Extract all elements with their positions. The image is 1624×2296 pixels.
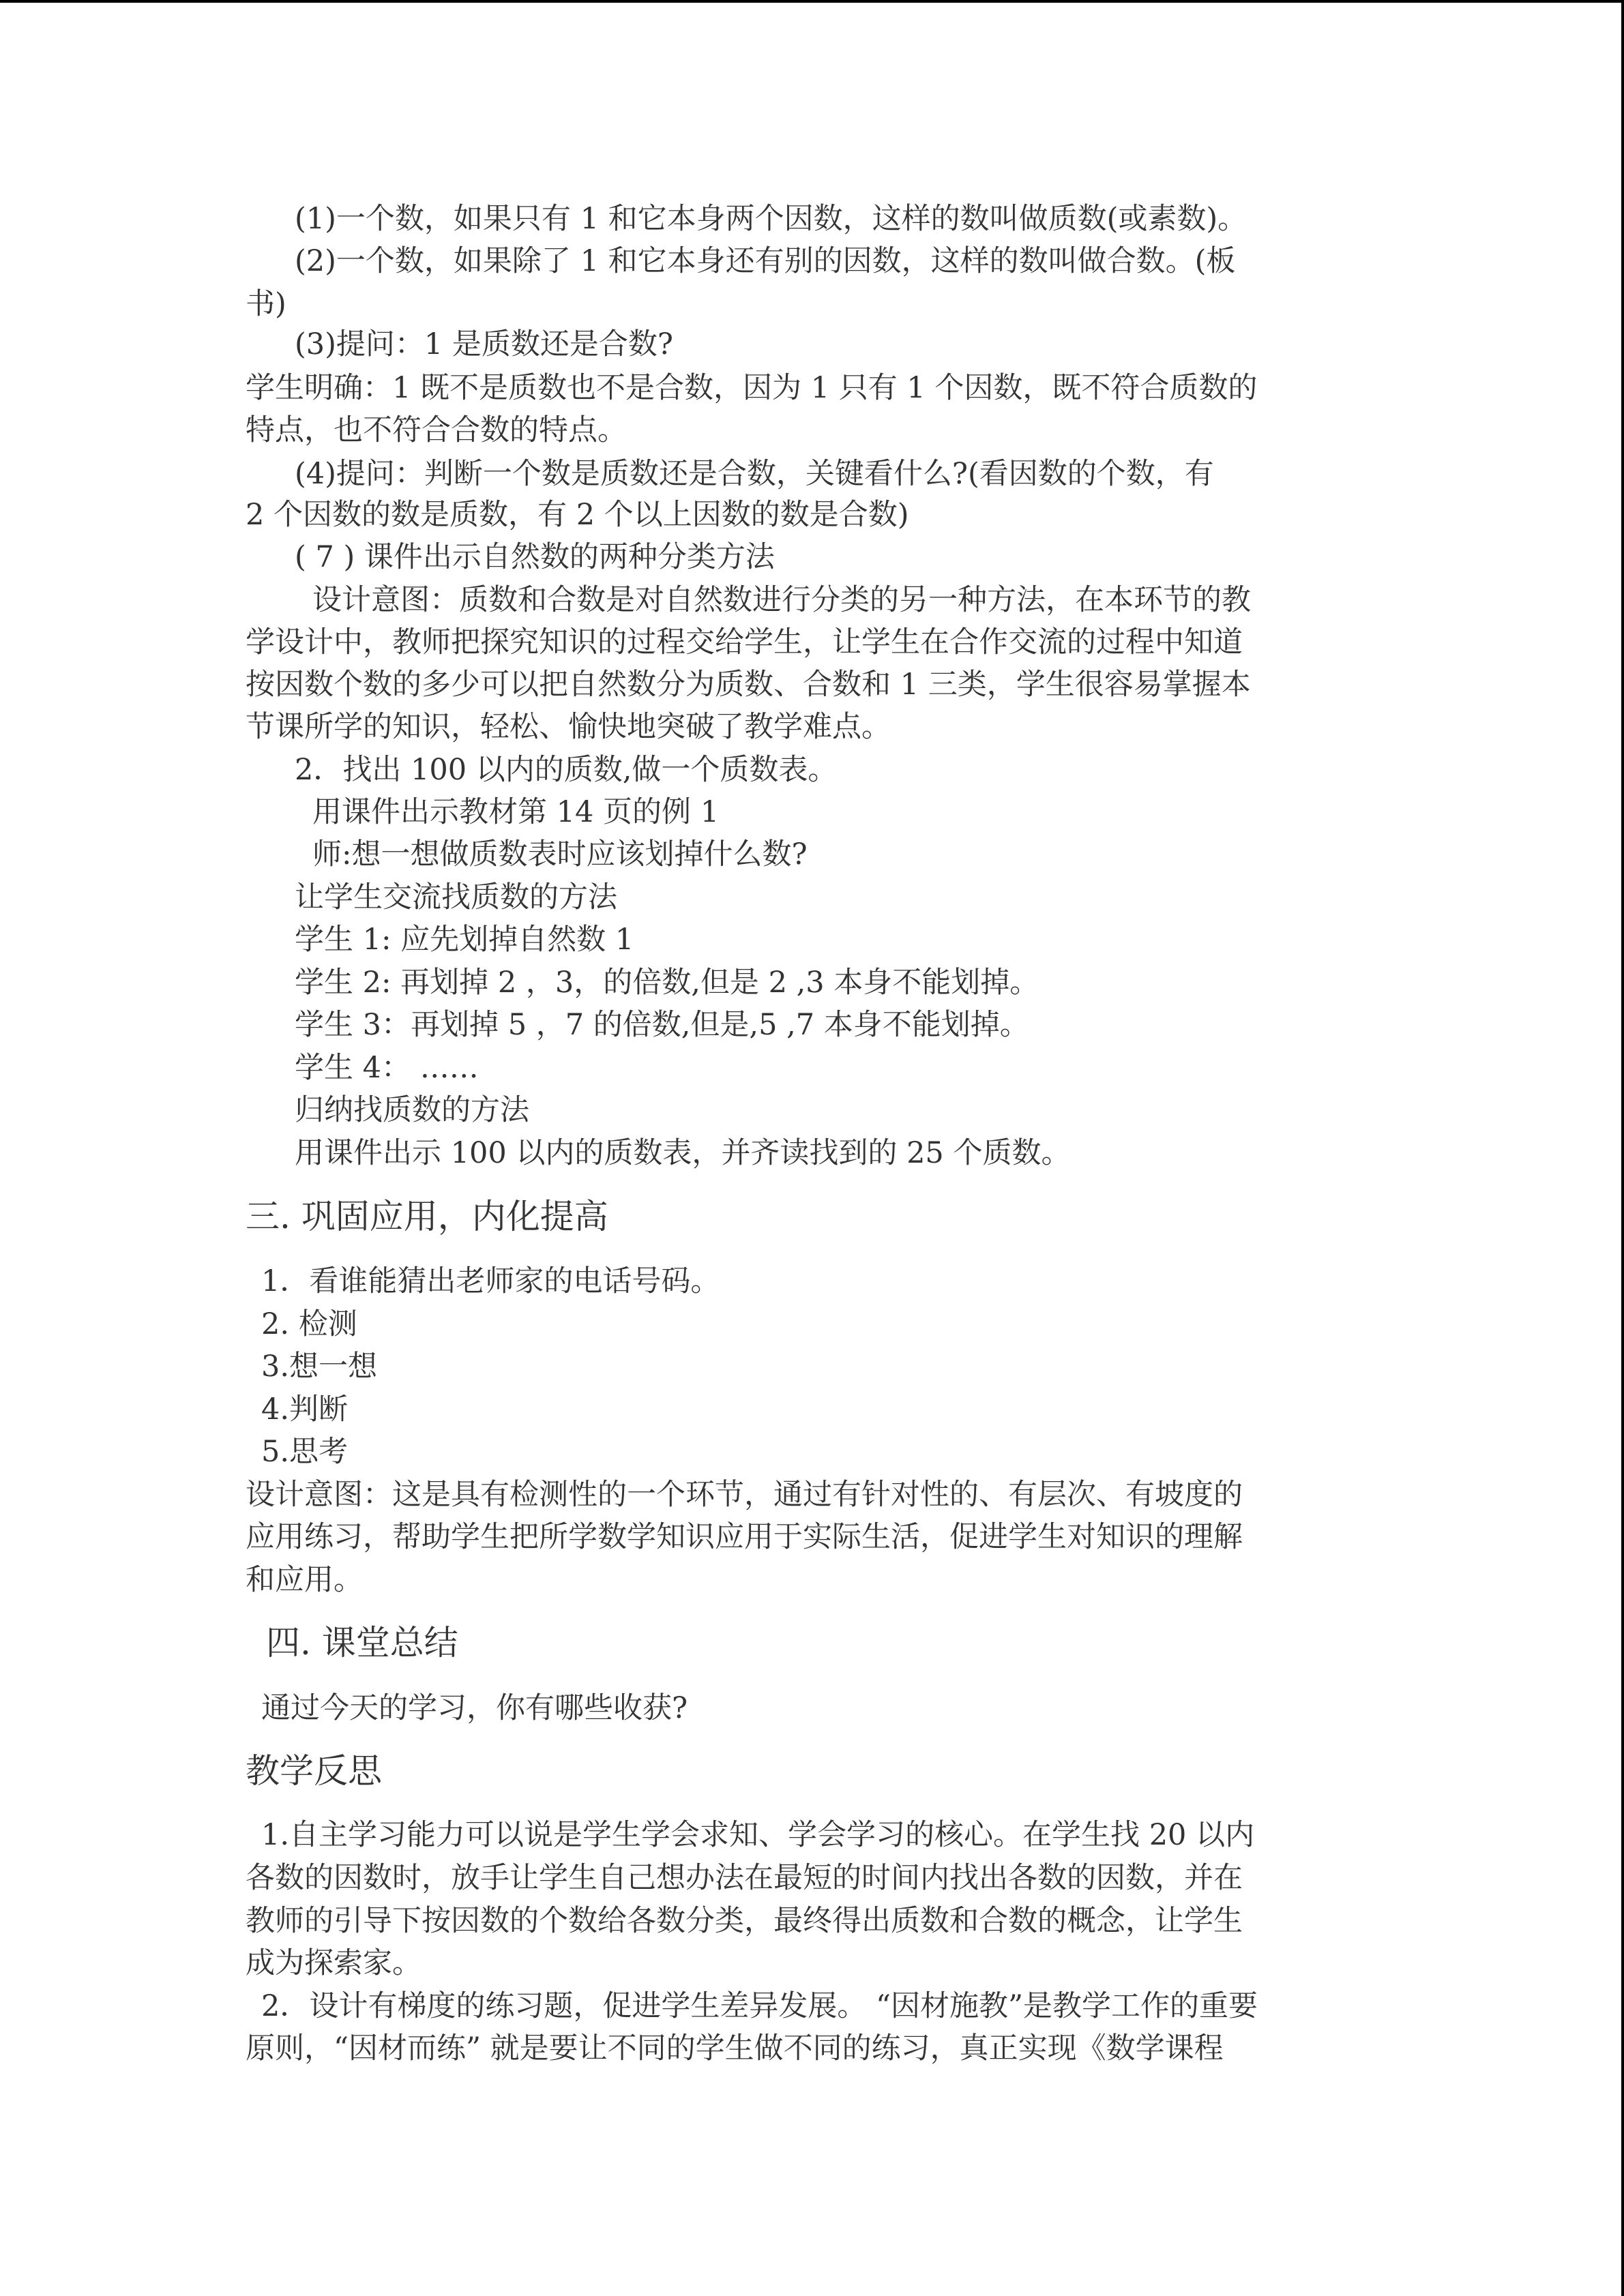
list-item: 2. 检测 bbox=[261, 1307, 357, 1341]
text-line: 学生 2: 再划掉 2 ，3，的倍数,但是 2 ,3 本身不能划掉。 bbox=[295, 966, 1039, 1000]
text-line: ( 7 ) 课件出示自然数的两种分类方法 bbox=[295, 540, 775, 574]
list-item: 3.想一想 bbox=[261, 1350, 378, 1384]
text-line: 学生 3：再划掉 5 ，7 的倍数,但是,5 ,7 本身不能划掉。 bbox=[295, 1008, 1029, 1042]
text-line: 教师的引导下按因数的个数给各数分类，最终得出质数和合数的概念，让学生 bbox=[246, 1904, 1243, 1938]
text-line: 学生 1: 应先划掉自然数 1 bbox=[295, 923, 634, 957]
text-line: 2．找出 100 以内的质数,做一个质数表。 bbox=[295, 753, 838, 787]
text-line: 学生明确：1 既不是质数也不是合数，因为 1 只有 1 个因数，既不符合质数的 bbox=[246, 371, 1258, 405]
text-line: 设计意图：这是具有检测性的一个环节，通过有针对性的、有层次、有坡度的 bbox=[246, 1478, 1243, 1512]
page-right-border bbox=[1621, 0, 1624, 2296]
text-line: (4)提问：判断一个数是质数还是合数，关键看什么?(看因数的个数，有 bbox=[295, 457, 1214, 491]
text-line: 通过今天的学习，你有哪些收获? bbox=[261, 1691, 688, 1725]
text-line: 1.自主学习能力可以说是学生学会求知、学会学习的核心。在学生找 20 以内 bbox=[261, 1818, 1255, 1852]
text-line: 师:想一想做质数表时应该划掉什么数? bbox=[312, 837, 808, 871]
text-line: 原则，“因材而练” 就是要让不同的学生做不同的练习，真正实现《数学课程 bbox=[246, 2031, 1224, 2066]
text-line: (1)一个数，如果只有 1 和它本身两个因数，这样的数叫做质数(或素数)。 bbox=[295, 202, 1247, 236]
text-line: 成为探索家。 bbox=[246, 1946, 422, 1980]
text-line: (3)提问：1 是质数还是合数? bbox=[295, 327, 673, 361]
text-line: 书) bbox=[246, 287, 286, 321]
text-line: 2 个因数的数是质数，有 2 个以上因数的数是合数) bbox=[246, 498, 909, 532]
text-line: 让学生交流找质数的方法 bbox=[295, 880, 617, 914]
text-line: 2．设计有梯度的练习题，促进学生差异发展。 “因材施教”是教学工作的重要 bbox=[261, 1989, 1258, 2023]
text-line: 学设计中，教师把探究知识的过程交给学生，让学生在合作交流的过程中知道 bbox=[246, 625, 1243, 659]
text-line: 设计意图：质数和合数是对自然数进行分类的另一种方法，在本环节的教 bbox=[312, 583, 1251, 617]
section-heading-reflection: 教学反思 bbox=[246, 1751, 382, 1791]
text-line: 和应用。 bbox=[246, 1563, 363, 1597]
section-heading-3: 三. 巩固应用，内化提高 bbox=[246, 1197, 608, 1236]
section-heading-4: 四. 课堂总结 bbox=[266, 1623, 458, 1663]
text-line: 节课所学的知识，轻松、愉快地突破了教学难点。 bbox=[246, 710, 891, 744]
list-item: 1．看谁能猜出老师家的电话号码。 bbox=[261, 1264, 720, 1298]
list-item: 5.思考 bbox=[261, 1435, 349, 1469]
text-line: 学生 4： …… bbox=[295, 1051, 479, 1085]
text-line: 特点，也不符合合数的特点。 bbox=[246, 413, 627, 447]
text-line: 各数的因数时，放手让学生自己想办法在最短的时间内找出各数的因数，并在 bbox=[246, 1861, 1243, 1895]
text-line: 按因数个数的多少可以把自然数分为质数、合数和 1 三类，学生很容易掌握本 bbox=[246, 668, 1251, 702]
page-top-border bbox=[0, 0, 1624, 3]
list-item: 4.判断 bbox=[261, 1392, 349, 1427]
text-line: 用课件出示教材第 14 页的例 1 bbox=[312, 795, 720, 829]
text-line: 归纳找质数的方法 bbox=[295, 1093, 529, 1127]
text-line: (2)一个数，如果除了 1 和它本身还有别的因数，这样的数叫做合数。(板 bbox=[295, 244, 1236, 278]
text-line: 用课件出示 100 以内的质数表，并齐读找到的 25 个质数。 bbox=[295, 1136, 1071, 1170]
text-line: 应用练习，帮助学生把所学数学知识应用于实际生活，促进学生对知识的理解 bbox=[246, 1520, 1243, 1554]
